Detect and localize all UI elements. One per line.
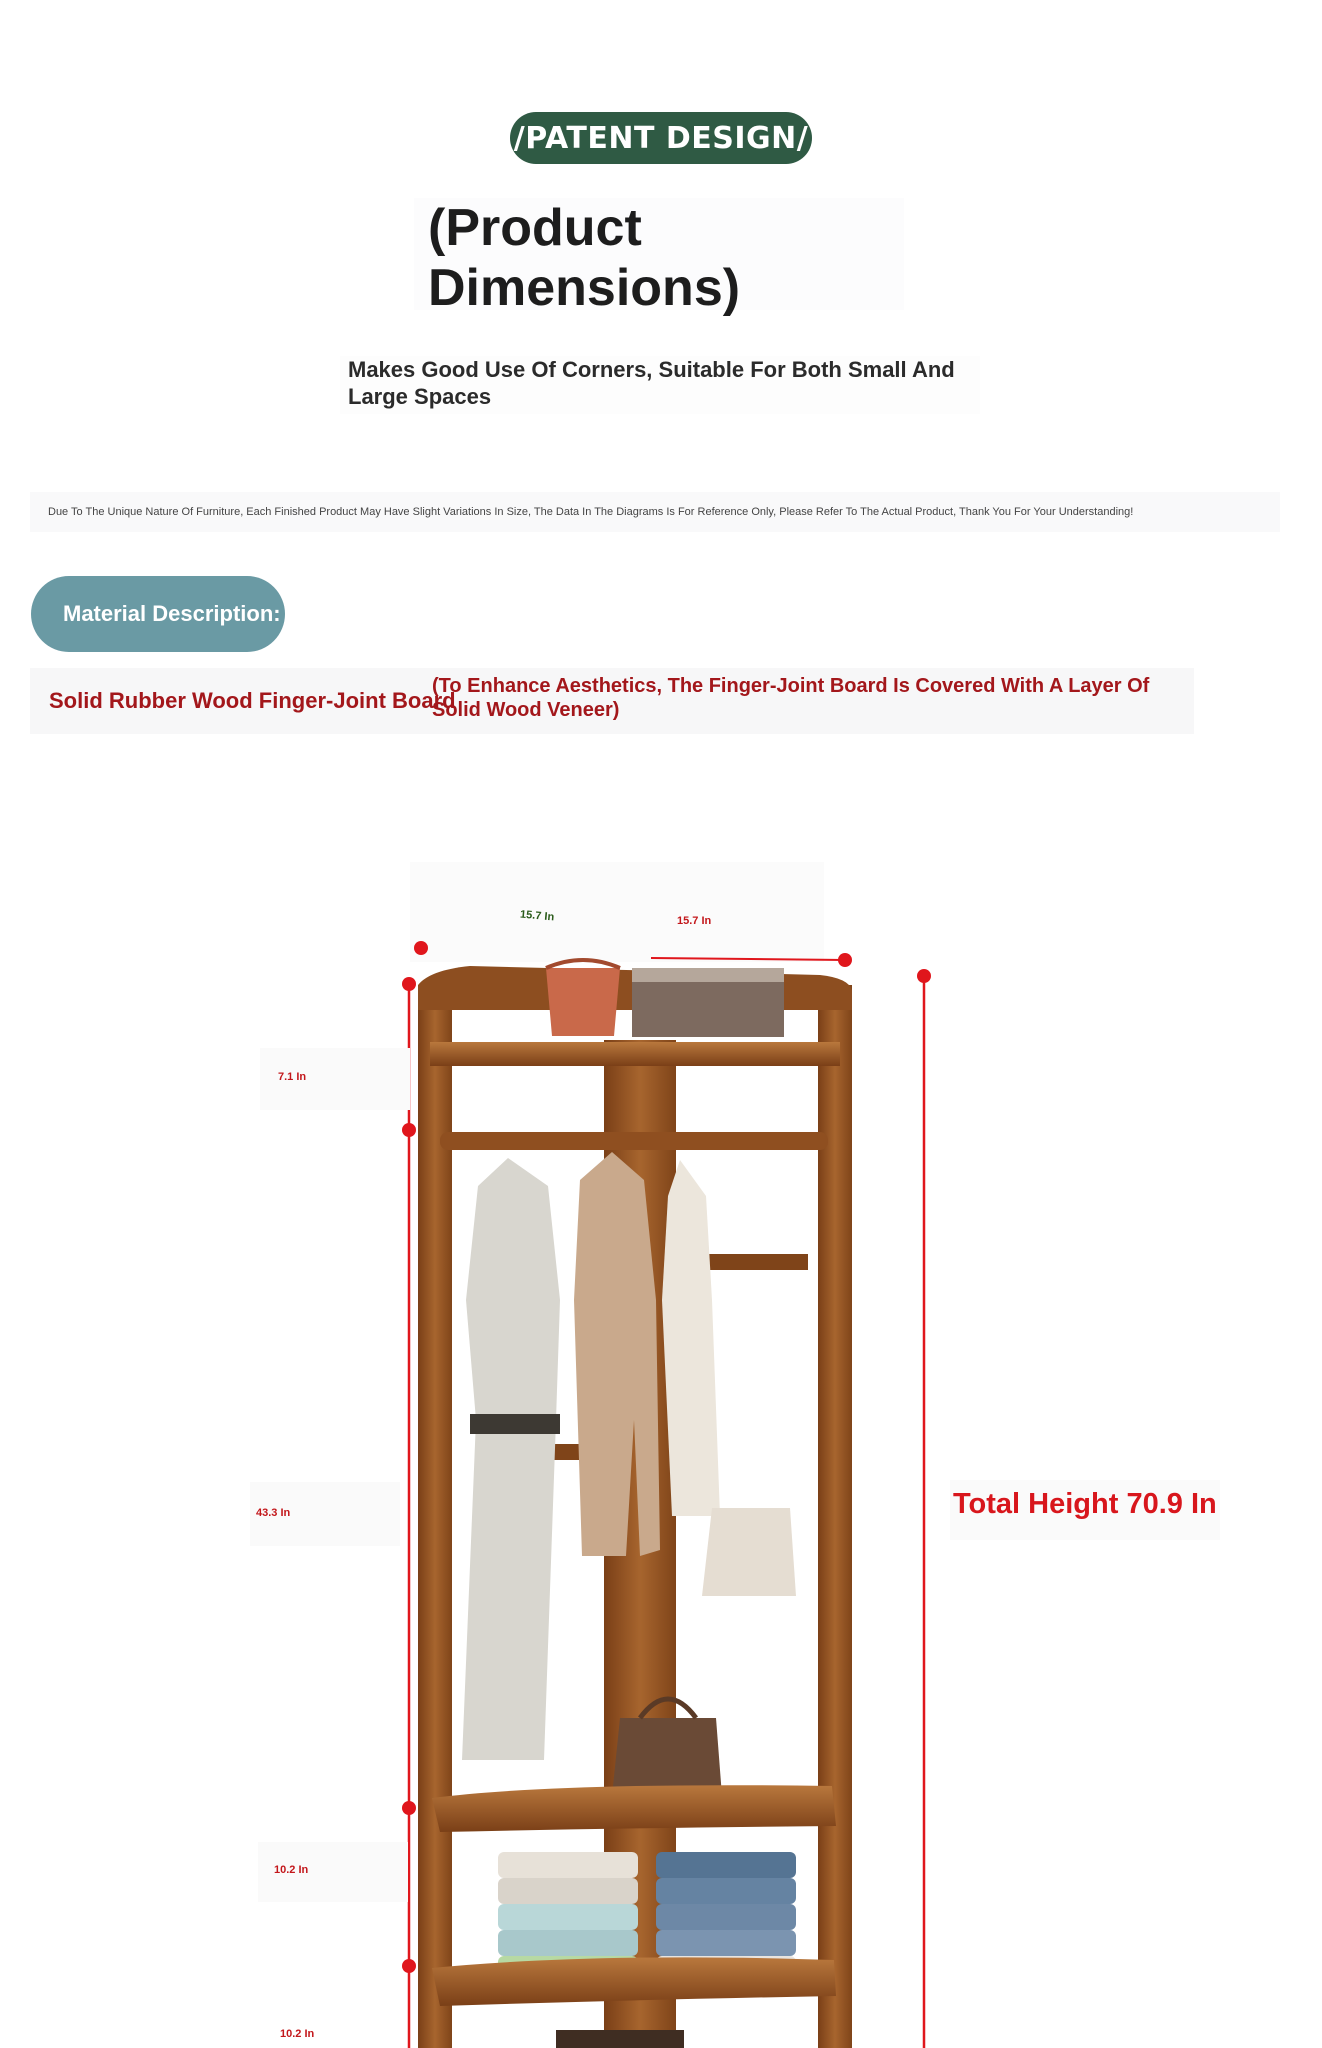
material-main-text: Solid Rubber Wood Finger-Joint Board bbox=[49, 688, 456, 713]
top-section-label: 7.1 In bbox=[278, 1071, 307, 1083]
material-heading-badge: Material Description: bbox=[31, 576, 285, 652]
total-height-label: Total Height 70.9 In bbox=[950, 1480, 1220, 1540]
width-left-label: 15.7 In bbox=[519, 908, 555, 924]
top-shelf bbox=[430, 1042, 840, 1066]
blouse bbox=[574, 1152, 660, 1556]
dress bbox=[462, 1158, 560, 1760]
shelf-gap-1-label: 10.2 In bbox=[274, 1864, 309, 1876]
material-note-text: (To Enhance Aesthetics, The Finger-Joint Board Is Covered With A Layer Of Solid Wood Veneer) bbox=[432, 675, 1150, 721]
storage-box bbox=[632, 975, 784, 1037]
width-right-label: 15.7 In bbox=[677, 915, 712, 927]
middle-shelf bbox=[432, 1785, 836, 1832]
page-subtitle: Makes Good Use Of Corners, Suitable For Both Small And Large Spaces bbox=[340, 356, 980, 414]
lower-shelf bbox=[432, 1957, 836, 2006]
wicker-basket bbox=[546, 968, 620, 1036]
hanging-rail bbox=[440, 1132, 828, 1150]
hanging-section-label: 43.3 In bbox=[256, 1507, 291, 1519]
shoulder-bag bbox=[702, 1508, 796, 1596]
page-title: (Product Dimensions) bbox=[414, 198, 904, 310]
shelf-gap-2-label: 10.2 In bbox=[280, 2028, 315, 2040]
handbag bbox=[612, 1718, 722, 1796]
disclaimer-text: Due To The Unique Nature Of Furniture, Each Finished Product May Have Slight Variations In Size, The Data In The Diagrams Is For Reference Only, Please Refer To The Actual Product, Thank You For Your Understanding! bbox=[30, 492, 1280, 532]
patent-design-badge: /PATENT DESIGN/ bbox=[510, 112, 812, 164]
tank-top bbox=[662, 1160, 720, 1516]
